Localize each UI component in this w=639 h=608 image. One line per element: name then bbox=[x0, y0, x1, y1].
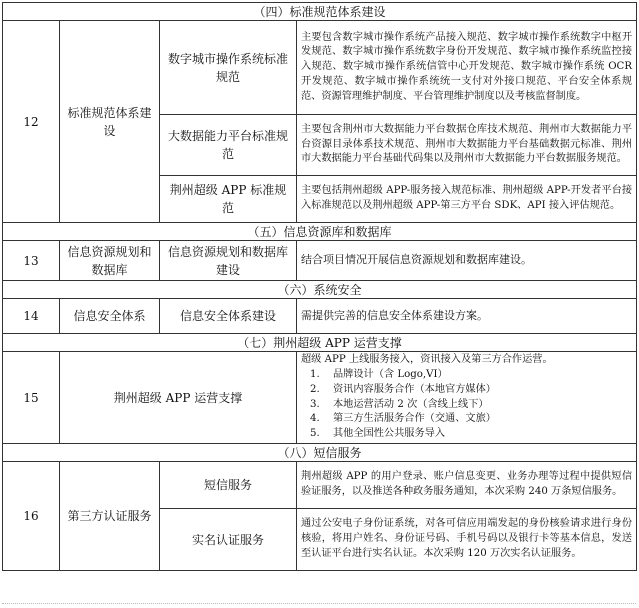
category-standards: 标准规范体系建设 bbox=[60, 21, 160, 223]
item-name-city-os-standard: 数字城市操作系统标准规范 bbox=[160, 21, 297, 115]
row-number-13: 13 bbox=[3, 241, 60, 281]
row-number-12: 12 bbox=[3, 21, 60, 223]
section-header-security: （六）系统安全 bbox=[3, 281, 637, 299]
page-bottom-divider bbox=[2, 603, 636, 604]
item-name-app-standard: 荆州超级 APP 标准规范 bbox=[160, 176, 297, 223]
category-third-party-auth: 第三方认证服务 bbox=[60, 462, 160, 571]
project-content-table bbox=[2, 2, 637, 571]
operations-list bbox=[301, 368, 632, 442]
list-item: 2. 资讯内容服务合作（本地官方媒体） bbox=[323, 383, 632, 398]
item-desc-info-resource: 结合项目情况开展信息资源规划和数据库建设。 bbox=[297, 241, 637, 281]
category-info-security: 信息安全体系 bbox=[60, 299, 160, 334]
item-desc-app-standard: 主要包括荆州超级 APP-服务接入规范标准、荆州超级 APP-开发者平台接入标准规范以及荆州超级 APP-第三方平台 SDK、API 接入评估规范。 bbox=[297, 176, 637, 223]
item-desc-realname: 通过公安电子身份证系统，对各可信应用端发起的身份核验请求进行身份核验，将用户姓名、身份证号码、手机号码以及银行卡等基本信息，发送至认证平台进行实名认证。本次采购 120 万次实名认证服务。 bbox=[297, 509, 637, 571]
operations-detail bbox=[297, 352, 637, 444]
item-desc-sms: 荆州超级 APP 的用户登录、账户信息变更、业务办理等过程中提供短信验证服务，以及推送各种政务服务通知，本次采购 240 万条短信服务。 bbox=[297, 462, 637, 509]
row-number-16: 16 bbox=[3, 462, 60, 571]
list-item: 1. 品牌设计（含 Logo,VI） bbox=[323, 368, 632, 383]
item-desc-bigdata-standard: 主要包含荆州市大数据能力平台数据仓库技术规范、荆州市大数据能力平台资源目录体系技术规范、荆州市大数据能力平台基础数据元标准、荆州市大数据能力平台基础代码集以及荆州市大数据能力平台数据服务规范。 bbox=[297, 115, 637, 176]
list-item: 3. 本地运营活动 2 次（含线上线下） bbox=[323, 398, 632, 413]
row-number-14: 14 bbox=[3, 299, 60, 334]
list-item: 4. 第三方生活服务合作（交通、文旅） bbox=[323, 412, 632, 427]
operations-intro: 超级 APP 上线服务接入，资讯接入及第三方合作运营。 bbox=[301, 354, 553, 366]
item-name-realname: 实名认证服务 bbox=[160, 509, 297, 571]
item-desc-info-security: 需提供完善的信息安全体系建设方案。 bbox=[297, 299, 637, 334]
section-header-standards: （四）标准规范体系建设 bbox=[3, 3, 637, 21]
item-name-bigdata-standard: 大数据能力平台标准规范 bbox=[160, 115, 297, 176]
item-name-sms: 短信服务 bbox=[160, 462, 297, 509]
category-info-resource: 信息资源规划和数据库 bbox=[60, 241, 160, 281]
item-desc-city-os-standard: 主要包含数字城市操作系统产品接入规范、数字城市操作系统数字中枢开发规范、数字城市操作系统数字身份开发规范、数字城市操作系统监控接入规范、数字城市操作系统信管中心开发规范、数字城市操作系统 OCR 开发规范、数字城市操作系统统一支付对外接口规范、平台安全体系规范、资源管理维护制度、平台管理维护制度以及考核监督制度。 bbox=[297, 21, 637, 115]
section-header-operations: （七）荆州超级 APP 运营支撑 bbox=[3, 334, 637, 352]
section-header-database: （五）信息资源库和数据库 bbox=[3, 223, 637, 241]
item-name-info-resource: 信息资源规划和数据库建设 bbox=[160, 241, 297, 281]
category-app-operations: 荆州超级 APP 运营支撑 bbox=[60, 352, 297, 444]
row-number-15: 15 bbox=[3, 352, 60, 444]
section-header-sms: （八）短信服务 bbox=[3, 444, 637, 462]
item-name-info-security: 信息安全体系建设 bbox=[160, 299, 297, 334]
list-item: 5. 其他全国性公共服务导入 bbox=[323, 427, 632, 442]
